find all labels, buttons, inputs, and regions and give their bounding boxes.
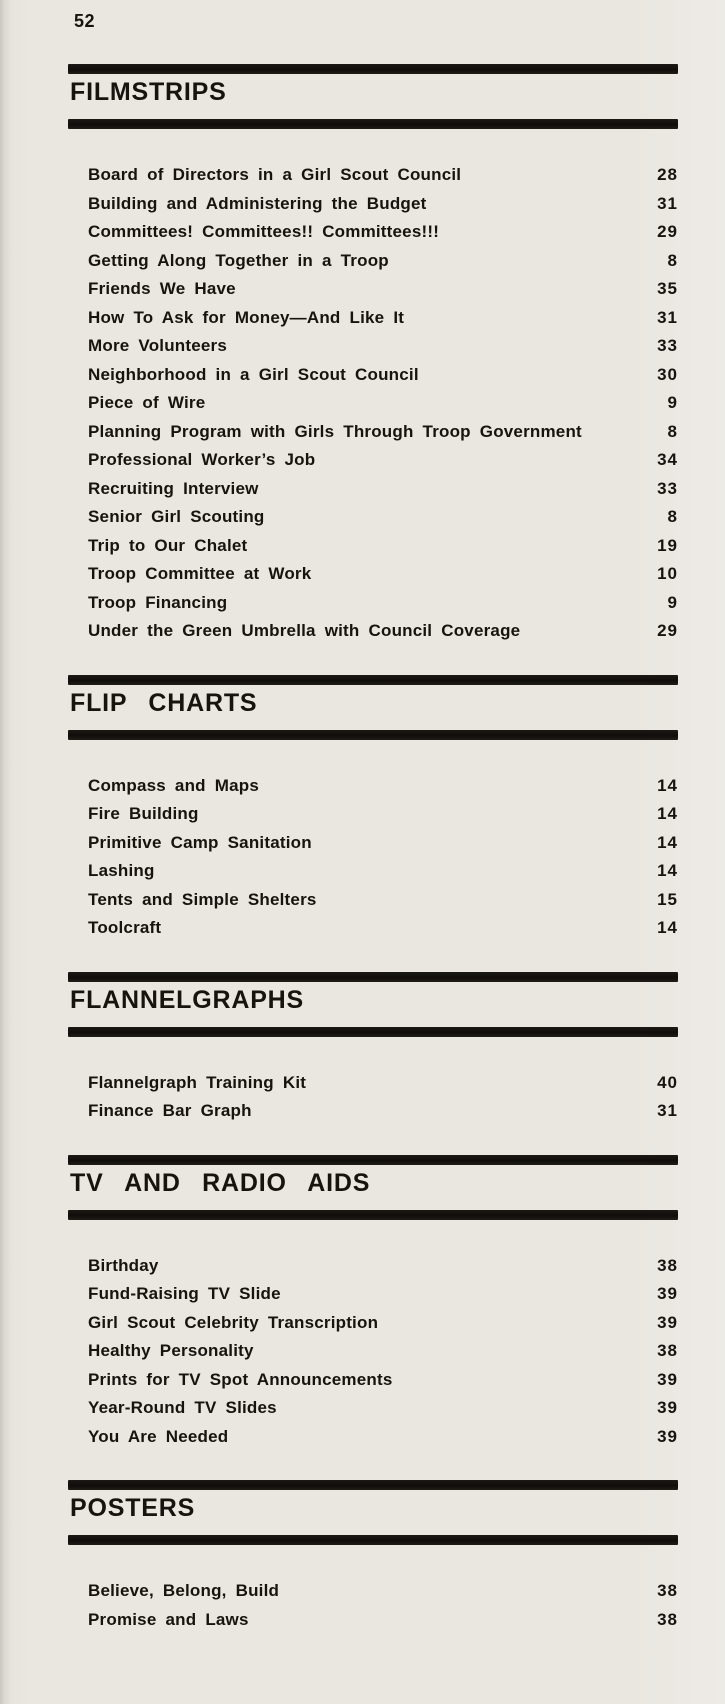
entry-page-number: 8: [667, 507, 678, 526]
entry-title: Compass and Maps: [88, 775, 260, 795]
entry-title: Tents and Simple Shelters: [88, 889, 317, 909]
section-rule: [68, 64, 678, 74]
entry-title: Troop Committee at Work: [88, 564, 312, 583]
entry-title: Girl Scout Celebrity Transcription: [88, 1312, 379, 1332]
entry-title: Piece of Wire: [88, 393, 206, 412]
entry-page-number: 28: [657, 165, 678, 184]
entry-row: [88, 393, 678, 422]
section-rule: [68, 1210, 678, 1220]
entry-title: Flannelgraph Training Kit: [88, 1072, 307, 1092]
entry-row: [88, 593, 678, 622]
entry-page-number: 34: [657, 450, 678, 469]
entry-page-number: 39: [657, 1426, 678, 1446]
entry-title: Healthy Personality: [88, 1341, 254, 1360]
entry-row: [88, 251, 678, 280]
section-filmstrips: [68, 64, 678, 650]
entry-title: Troop Financing: [88, 592, 228, 612]
entry-page-number: 31: [657, 1101, 678, 1120]
entry-row: [88, 165, 678, 194]
section-tv-and-radio-aids: [68, 1155, 678, 1456]
entry-title: Senior Girl Scouting: [88, 507, 265, 526]
entry-page-number: 38: [657, 1255, 678, 1275]
entry-row: [88, 479, 678, 508]
entry-title: Prints for TV Spot Announcements: [88, 1369, 393, 1389]
entry-row: [88, 194, 678, 223]
entry-page-number: 29: [657, 222, 678, 241]
section-rule: [68, 1155, 678, 1165]
entry-page-number: 14: [657, 861, 678, 880]
entry-page-number: 39: [657, 1369, 678, 1389]
entry-title: Board of Directors in a Girl Scout Council: [88, 165, 462, 184]
entry-row: [88, 1370, 678, 1399]
entry-page-number: 39: [657, 1312, 678, 1332]
entry-page-number: 30: [657, 364, 678, 384]
entry-row: [88, 890, 678, 919]
entry-title: How To Ask for Money—And Like It: [88, 307, 405, 327]
page-number: 52: [74, 11, 96, 31]
entry-row: [88, 365, 678, 394]
entry-row: [88, 1341, 678, 1370]
entry-title: Fire Building: [88, 804, 199, 823]
entry-row: [88, 621, 678, 650]
entry-row: [88, 1610, 678, 1639]
entry-row: [88, 833, 678, 862]
entry-row: [88, 1073, 678, 1102]
entry-row: [88, 1256, 678, 1285]
entry-row: [88, 1398, 678, 1427]
entry-row: [88, 918, 678, 947]
entry-page-number: 14: [657, 832, 678, 852]
entry-row: [88, 450, 678, 479]
section-rule: [68, 1027, 678, 1037]
entry-page-number: 31: [657, 193, 678, 213]
entry-title: Year-Round TV Slides: [88, 1398, 277, 1417]
entry-title: Recruiting Interview: [88, 478, 259, 498]
entry-title: Lashing: [88, 861, 155, 880]
section-rule: [68, 675, 678, 685]
entry-page-number: 15: [657, 889, 678, 909]
entry-page-number: 14: [657, 775, 678, 795]
entry-list: [68, 1256, 678, 1456]
entry-page-number: 38: [657, 1609, 678, 1629]
entry-title: Fund-Raising TV Slide: [88, 1284, 281, 1303]
section-rule: [68, 1480, 678, 1490]
entry-title: Friends We Have: [88, 279, 236, 298]
entry-row: [88, 308, 678, 337]
section-rule: [68, 1535, 678, 1545]
section-rule: [68, 119, 678, 129]
entry-title: Professional Worker’s Job: [88, 450, 316, 469]
entry-page-number: 33: [657, 478, 678, 498]
section-flannelgraphs: [68, 972, 678, 1130]
entry-page-number: 31: [657, 307, 678, 327]
entry-title: Finance Bar Graph: [88, 1101, 252, 1120]
entry-list: [68, 1073, 678, 1130]
entry-row: [88, 1581, 678, 1610]
entry-row: [88, 564, 678, 593]
section-heading: FILMSTRIPS: [70, 78, 227, 106]
entry-list: [68, 1581, 678, 1638]
entry-row: [88, 422, 678, 451]
entry-page-number: 14: [657, 918, 678, 937]
section-heading: TV AND RADIO AIDS: [70, 1168, 371, 1197]
entry-page-number: 40: [657, 1072, 678, 1092]
entry-row: [88, 1101, 678, 1130]
entry-page-number: 10: [657, 564, 678, 583]
entry-row: [88, 1313, 678, 1342]
entry-list: [68, 165, 678, 650]
entry-row: [88, 861, 678, 890]
entry-page-number: 8: [667, 421, 678, 441]
entry-row: [88, 776, 678, 805]
entry-title: More Volunteers: [88, 336, 228, 355]
entry-row: [88, 1427, 678, 1456]
entry-page-number: 35: [657, 279, 678, 298]
entry-title: Committees! Committees!! Committees!!!: [88, 222, 440, 241]
section-heading: FLANNELGRAPHS: [70, 985, 305, 1014]
entry-title: Trip to Our Chalet: [88, 535, 248, 555]
entry-title: You Are Needed: [88, 1426, 229, 1446]
index-sections: [68, 64, 678, 1638]
entry-row: [88, 536, 678, 565]
entry-list: [68, 776, 678, 947]
section-rule: [68, 730, 678, 740]
entry-title: Birthday: [88, 1255, 159, 1275]
entry-page-number: 38: [657, 1581, 678, 1600]
entry-page-number: 39: [657, 1284, 678, 1303]
entry-row: [88, 507, 678, 536]
entry-row: [88, 222, 678, 251]
entry-title: Planning Program with Girls Through Troop Government: [88, 421, 582, 441]
entry-title: Believe, Belong, Build: [88, 1581, 280, 1600]
entry-title: Neighborhood in a Girl Scout Council: [88, 364, 419, 384]
entry-row: [88, 1284, 678, 1313]
entry-title: Getting Along Together in a Troop: [88, 250, 389, 270]
section-flip-charts: [68, 675, 678, 947]
entry-page-number: 14: [657, 804, 678, 823]
entry-title: Building and Administering the Budget: [88, 193, 427, 213]
entry-row: [88, 336, 678, 365]
entry-page-number: 8: [667, 250, 678, 270]
section-heading: POSTERS: [70, 1494, 196, 1522]
entry-row: [88, 279, 678, 308]
entry-page-number: 29: [657, 621, 678, 640]
entry-title: Toolcraft: [88, 918, 162, 937]
entry-page-number: 39: [657, 1398, 678, 1417]
section-heading: FLIP CHARTS: [70, 688, 258, 717]
entry-page-number: 9: [667, 592, 678, 612]
entry-page-number: 33: [657, 336, 678, 355]
entry-page-number: 19: [657, 535, 678, 555]
section-posters: [68, 1480, 678, 1638]
entry-page-number: 9: [667, 393, 678, 412]
entry-page-number: 38: [657, 1341, 678, 1360]
entry-title: Primitive Camp Sanitation: [88, 832, 312, 852]
entry-title: Under the Green Umbrella with Council Coverage: [88, 621, 521, 640]
entry-row: [88, 804, 678, 833]
section-rule: [68, 972, 678, 982]
entry-title: Promise and Laws: [88, 1609, 249, 1629]
